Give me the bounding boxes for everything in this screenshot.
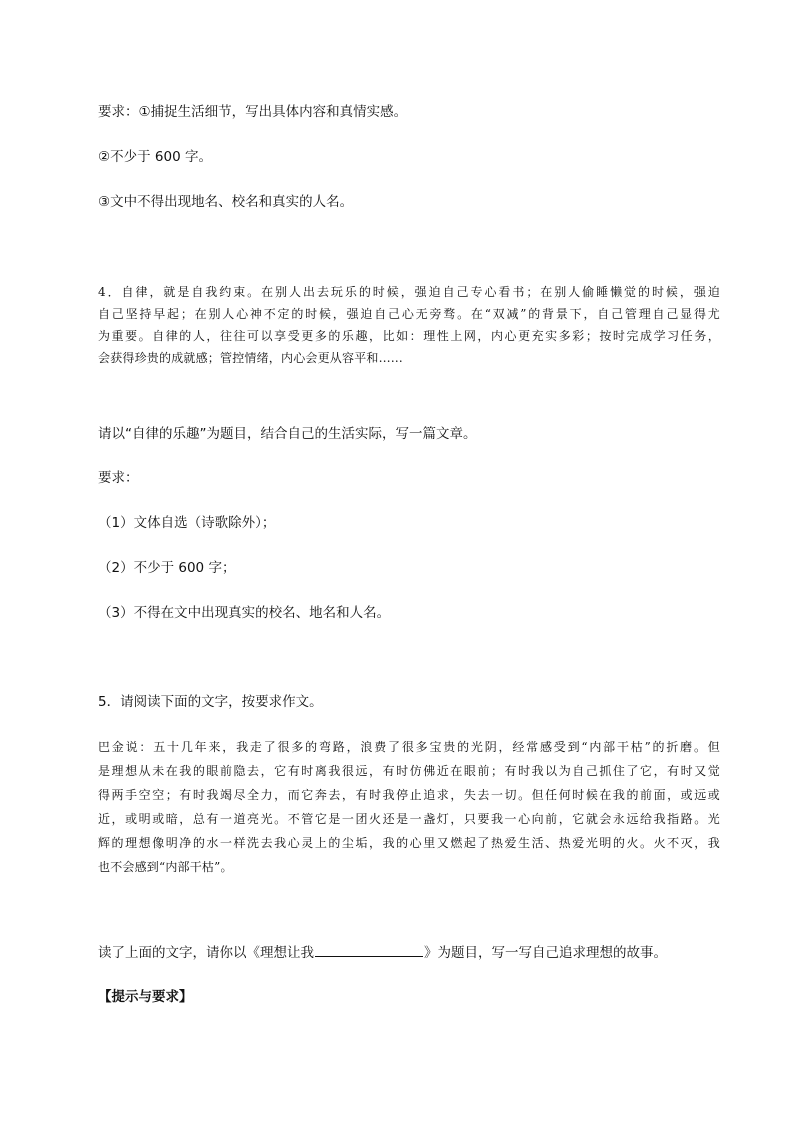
q4-passage-line: 会获得珍贵的成就感；管控情绪，内心会更从容平和…… [98, 351, 404, 365]
q4-prompt: 请以“自律的乐趣”为题目，结合自己的生活实际，写一篇文章。 [98, 426, 477, 442]
q4-passage-line: 自己坚持早起；在别人心神不定的时候，强迫自己心无旁骛。在“双减”的背景下，自己管理自己显得尤 [98, 307, 720, 321]
q5-prompt-after: 》为题目，写一写自己追求理想的故事。 [424, 945, 667, 961]
title-blank [315, 944, 423, 957]
q5-passage [98, 739, 720, 875]
q5-passage-line: 辉的理想像明净的水一样洗去我心灵上的尘垢，我的心里又燃起了热爱生活、热爱光明的火。火不灭，我 [98, 836, 720, 850]
q4-passage-line: 为重要。自律的人，往往可以享受更多的乐趣，比如：理性上网，内心更充实多彩；按时完成学习任务， [98, 329, 720, 343]
q3-requirement-3: ③文中不得出现地名、校名和真实的人名。 [98, 194, 354, 210]
q4-requirement-2: （2）不少于 600 字； [98, 560, 236, 576]
q4-passage [98, 284, 720, 366]
q4-requirements-heading: 要求： [98, 470, 139, 486]
q5-prompt [98, 944, 667, 961]
q4-requirement-1: （1）文体自选（诗歌除外）； [98, 515, 276, 531]
q3-requirement-1: 要求：①捕捉生活细节，写出具体内容和真情实感。 [98, 104, 408, 120]
q3-requirement-2: ②不少于 600 字。 [98, 149, 212, 165]
q5-passage-line: 也不会感到“内部干枯”。 [98, 860, 233, 874]
q4-passage-line: 4．自律，就是自我约束。在别人出去玩乐的时候，强迫自己专心看书；在别人偷睡懒觉的时候，强迫 [98, 285, 720, 299]
q5-prompt-before: 读了上面的文字，请你以《理想让我 [98, 945, 314, 961]
q5-tips-heading: 【提示与要求】 [98, 989, 193, 1005]
q5-passage-line: 巴金说：五十几年来，我走了很多的弯路，浪费了很多宝贵的光阴，经常感受到“内部干枯”的折磨。但 [98, 740, 720, 754]
q5-passage-line: 是理想从未在我的眼前隐去，它有时离我很远，有时仿佛近在眼前；有时我以为自己抓住了它，有时又觉 [98, 764, 720, 778]
q5-heading: 5．请阅读下面的文字，按要求作文。 [98, 694, 323, 710]
q4-requirement-3: （3）不得在文中出现真实的校名、地名和人名。 [98, 605, 391, 621]
q5-passage-line: 得两手空空；有时我竭尽全力，而它奔去，有时我停止追求，失去一切。但任何时候在我的前面，或远或 [98, 788, 720, 802]
q5-passage-line: 近，或明或暗，总有一道亮光。不管它是一团火还是一盏灯，只要我一心向前，它就会永远给我指路。光 [98, 812, 720, 826]
